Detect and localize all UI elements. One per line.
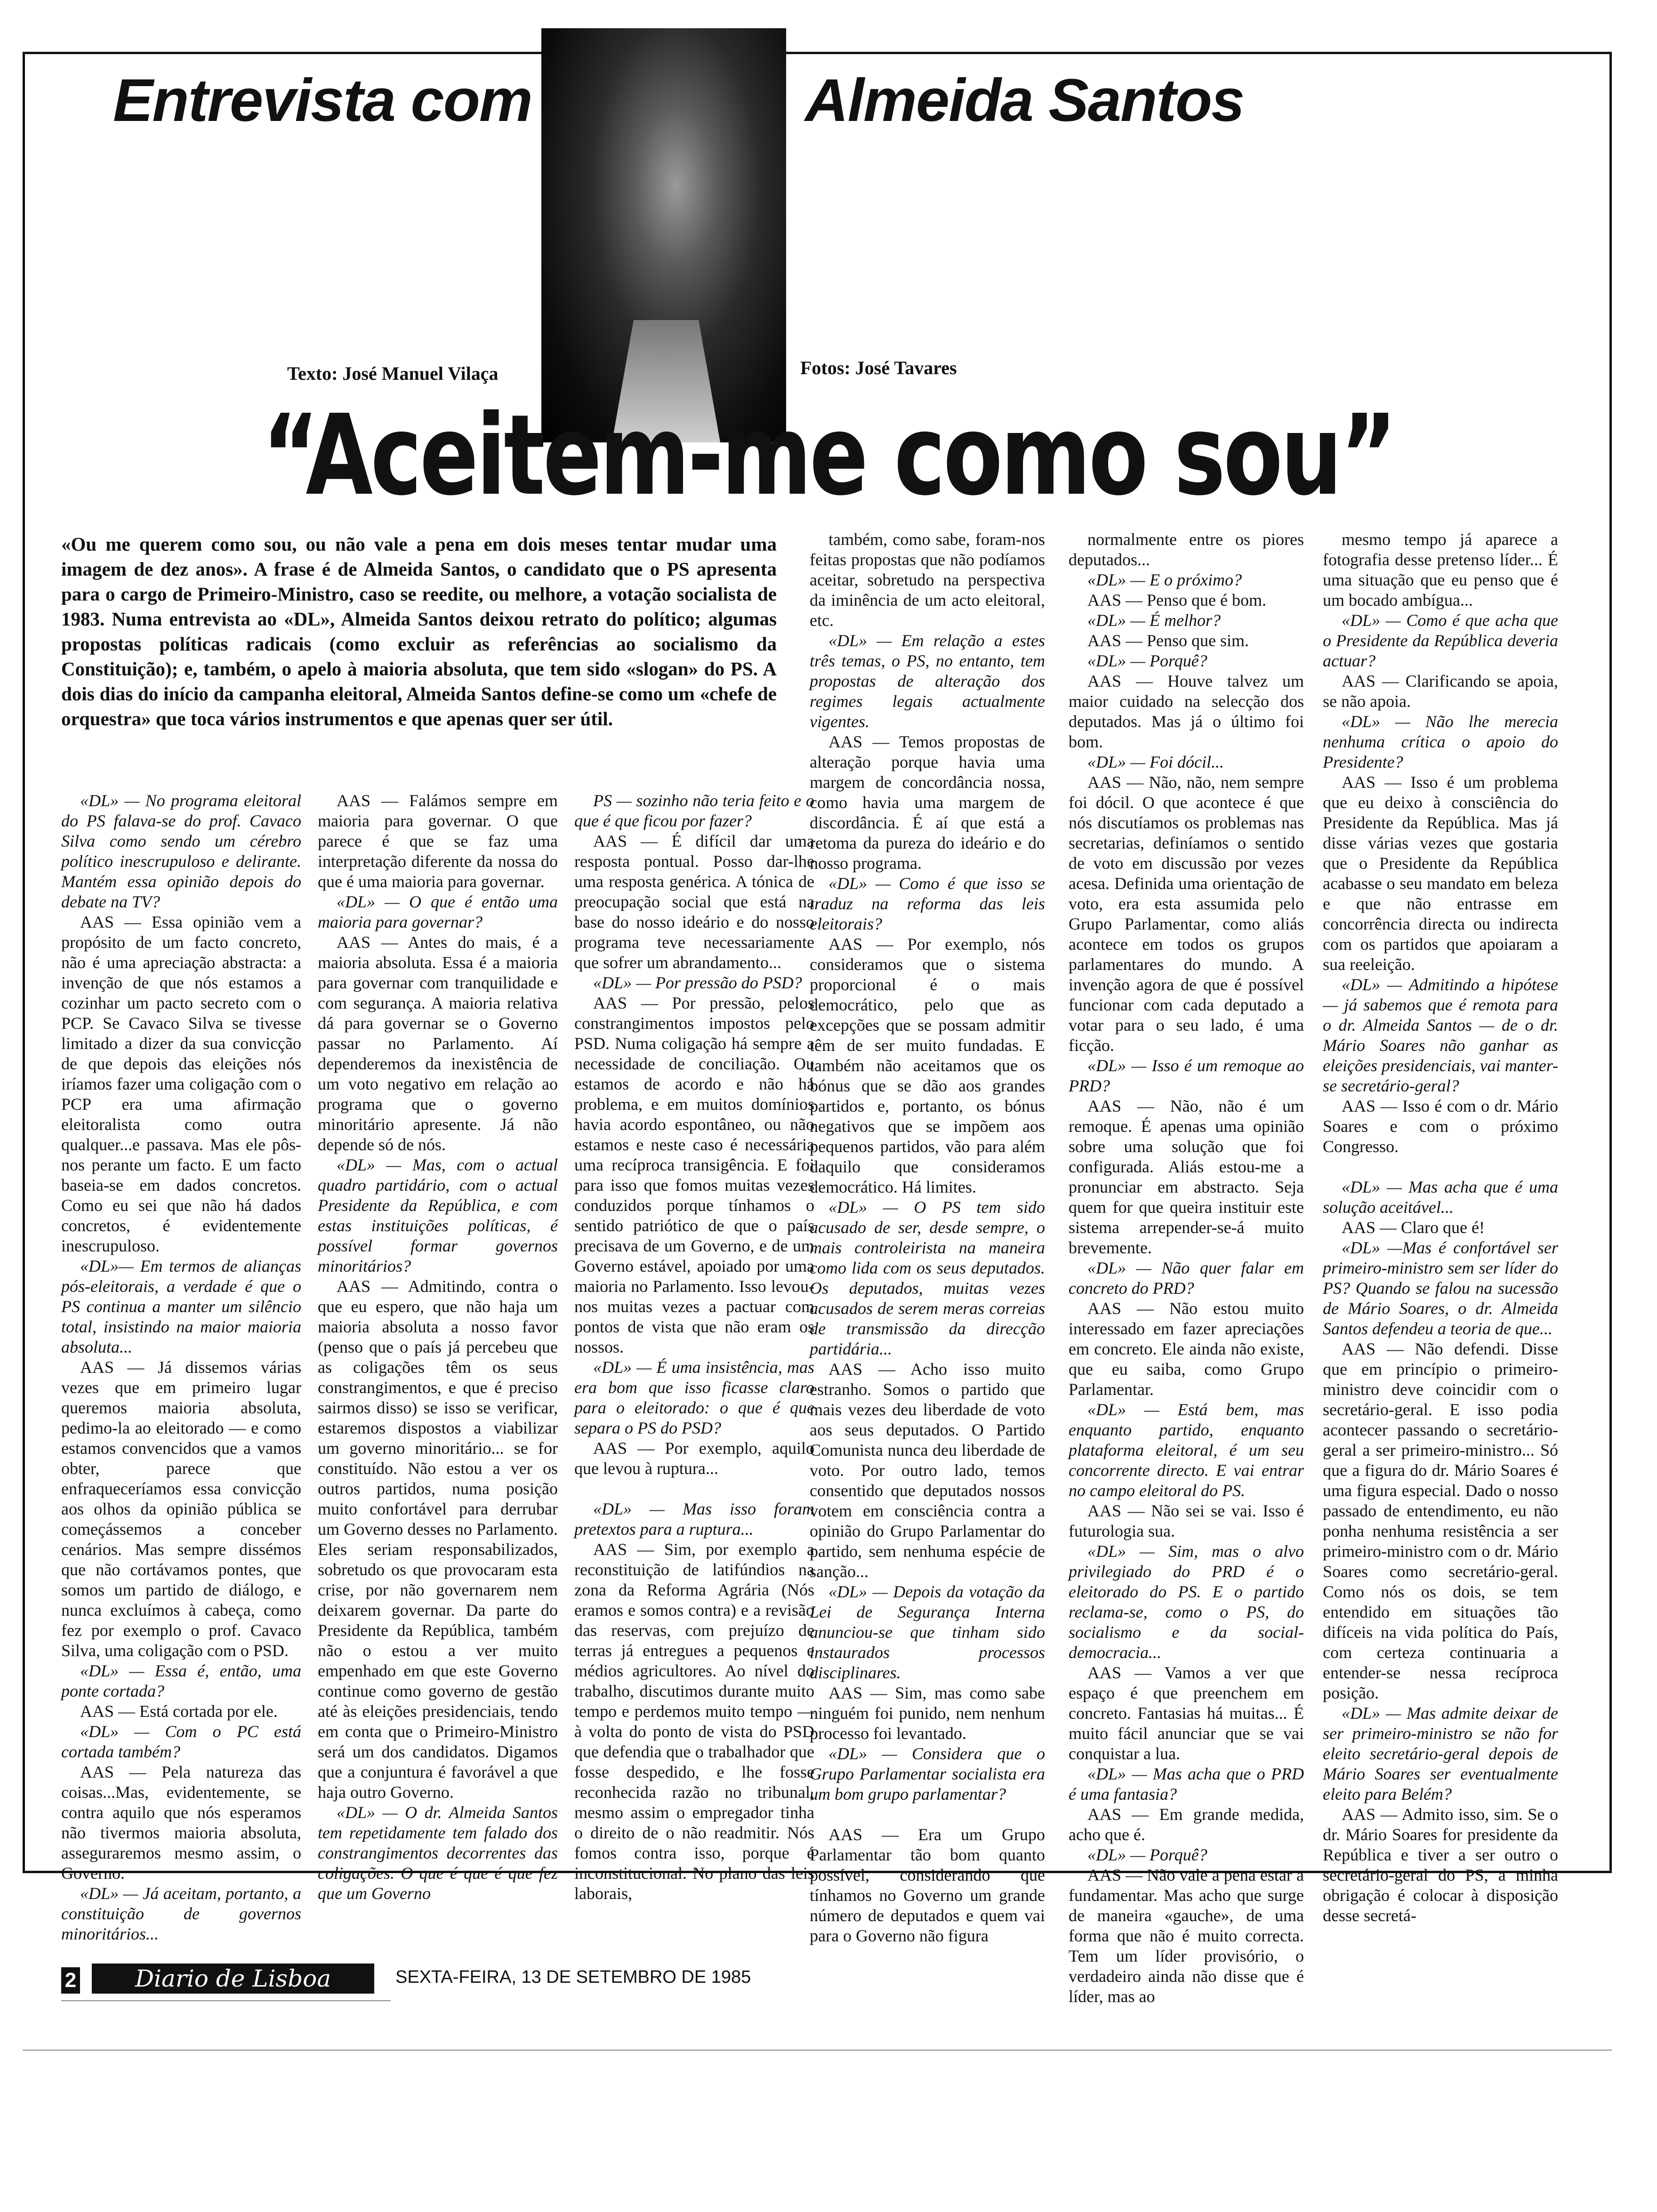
question-paragraph: «DL» — Considera que o Grupo Parlamentar socialista era um bom grupo parlamentar? [810,1744,1045,1803]
answer-paragraph: também, como sabe, foram-nos feitas propostas que não podíamos aceitar, sobretudo na perspectiva da iminência de um acto eleitoral, etc. [810,530,1045,630]
answer-paragraph: AAS — Por pressão, pelos constrangimentos impostos pelo PSD. Numa coligação há sempre a necessidade de conciliação. Ou estamos de acordo e não há problema, e em muitos domínios havia acordo espontâneo, ou não estamos e neste caso é necessária uma recíproca transigência. E foi para isso que fomos muitas vezes conduzidos porque tínhamos o sentido patriótico de que o país precisava de um Governo, e de um Governo estável, apoiado por uma maioria no Parlamento. Isso levou-nos muitas vezes a pactuar com pontos de vista que não eram os nossos. [574,994,814,1356]
question-paragraph: «DL» — É uma insistência, mas era bom que isso ficasse claro para o eleitorado: o que é que separa o PS do PSD? [574,1358,814,1437]
answer-paragraph: AAS — Já dissemos várias vezes que em primeiro lugar queremos maioria absoluta, pedimo-la ao eleitorado — e como estamos convencidos que a vamos obter, parece que enfraqueceríamos essa convicção aos olhos da opinião pública se começássemos a conceber cenários. Mas sempre dissémos que não cortávamos pontes, que somos um partido de diálogo, e nunca excluímos à cabeça, como fez por exemplo o prof. Cavaco Silva, uma coligação com o PSD. [61,1358,301,1660]
article-column-6 [1323,529,1558,1926]
text-credit: Texto: José Manuel Vilaça [287,363,499,384]
question-paragraph: «DL» — Foi dócil... [1087,753,1224,771]
question-paragraph: «DL» — Com o PC está cortada também? [61,1722,301,1761]
question-paragraph: «DL» — Por pressão do PSD? [593,973,802,992]
article-column-3 [574,791,814,1904]
portrait-photo [541,28,786,442]
question-paragraph: «DL» — O PS tem sido acusado de ser, desde sempre, o mais controleirista na maneira como lida com os seus deputados. Os deputados, muitas vezes acusados de serem meras correias de transmissão da direcção partidária... [810,1198,1045,1358]
question-paragraph: «DL» — Porquê? [1087,651,1207,670]
photo-credit: Fotos: José Tavares [800,357,957,378]
answer-paragraph: AAS — Houve talvez um maior cuidado na selecção dos deputados. Mas já o último foi bom. [1069,672,1304,751]
answer-paragraph: AAS — Era um Grupo Parlamentar tão bom quanto possível, considerando que tínhamos no Governo um grande número de deputados e quem vai para o Governo não figura [810,1825,1045,1945]
question-paragraph: «DL» — Como é que acha que o Presidente da República deveria actuar? [1323,611,1558,670]
question-paragraph: «DL» — É melhor? [1087,611,1221,630]
answer-paragraph: AAS — Penso que sim. [1087,631,1249,650]
answer-paragraph: AAS — Isso é um problema que eu deixo à consciência do Presidente da República. Mas já disse várias vezes que gostaria que o Presidente da República acabasse o seu mandato em beleza e que não entrasse em concorrência directa ou indirecta com os partidos que apoiaram a sua reeleição. [1323,773,1558,974]
page-number: 2 [61,1967,80,1994]
question-paragraph: «DL» — E o próximo? [1087,570,1242,589]
answer-paragraph: AAS — Admitindo, contra o que eu espero, que não haja um maioria absoluta a nosso favor (penso que o país já percebeu que as coligações têm os seus constrangimentos, e que é preciso sairmos disso) se isso se verificar, estaremos dispostos a viabilizar um governo minoritário... se for constituído. Não estou a ver os outros partidos, numa posição muito confortável para derrubar um Governo desses no Parlamento. Eles seriam responsabilizados, sobretudo os que provocaram esta crise, por não governarem nem deixarem governar. Da parte do Presidente da República, também não o estou a ver muito empenhado em que este Governo continue como governo de gestão até às eleições presidenciais, tendo em conta que o Primeiro-Ministro será um dos candidatos. Digamos que a conjuntura é favorável a que haja outro Governo. [318,1277,558,1802]
answer-paragraph: AAS — Não vale a pena estar a fundamentar. Mas acho que surge de maneira «gauche», de uma forma que não é muito correcta. Tem um líder provisório, o verdadeiro ainda não disse que é líder, mas ao [1069,1866,1304,2006]
answer-paragraph: AAS — Essa opinião vem a propósito de um facto concreto, não é uma apreciação abstracta: a invenção de que nós estamos a cozinhar um pacto secreto com o PCP. Se Cavaco Silva se tivesse limitado a dizer da sua convicção de que depois das eleições nós iríamos fazer uma coligação com o PCP era uma afirmação eleitoralista como outra qualquer...e passava. Mas ele pôs-nos perante um facto. E um facto baseia-se em dados concretos. Como eu sei que não há dados concretos, é evidentemente inescrupuloso. [61,913,301,1255]
question-paragraph: «DL» — Isso é um remoque ao PRD? [1069,1056,1304,1095]
question-paragraph: «DL» — Em relação a estes três temas, o PS, no entanto, tem propostas de alteração dos regimes legais actualmente vigentes. [810,631,1045,731]
issue-date: SEXTA-FEIRA, 13 DE SETEMBRO DE 1985 [395,1967,751,1987]
question-paragraph: «DL» —Mas é confortável ser primeiro-ministro sem ser líder do PS? Quando se falou na sucessão de Mário Soares, o dr. Almeida Santos defendeu a teoria de que... [1323,1238,1558,1338]
answer-paragraph: AAS — Sim, mas como sabe ninguém foi punido, nem nenhum processo foi levantado. [810,1683,1045,1743]
article-column-1 [61,791,301,1944]
answer-paragraph: AAS — Vamos a ver que espaço é que preenchem em concreto. Fantasias há muitas... É muito fácil anunciar que se vai conquistar a lua. [1069,1663,1304,1763]
answer-paragraph: AAS — Não sei se vai. Isso é futurologia sua. [1069,1501,1304,1540]
question-paragraph: «DL» — Mas isso foram pretextos para a ruptura... [574,1499,814,1539]
answer-paragraph: AAS — Clarificando se apoia, se não apoia. [1323,672,1558,711]
answer-paragraph: AAS — Temos propostas de alteração porque havia uma margem de concordância nossa, como havia uma margem de discordância. É aí que está a retoma da pureza do ideário e do nosso programa. [810,732,1045,873]
answer-paragraph: AAS — Por exemplo, nós consideramos que o sistema proporcional é o mais democrático, pelo que as excepções que se possam admitir têm de ser muito fundadas. E também não aceitamos que os bónus que se dão aos grandes partidos e, portanto, os bónus negativos que se impõem aos pequenos partidos, vão para além daquilo que consideramos democrático. Há limites. [810,935,1045,1196]
question-paragraph: «DL» — Mas, com o actual quadro partidário, com o actual Presidente da República, e com estas instituições políticas, é possível formar governos minoritários? [318,1155,558,1275]
bottom-rule [23,2050,1612,2051]
answer-paragraph: AAS — É difícil dar uma resposta pontual. Posso dar-lhe uma resposta genérica. A tónica de preocupação social que está na base do nosso ideário e do nosso programa teve necessariamente que sofrer um abrandamento... [574,832,814,972]
answer-paragraph: normalmente entre os piores deputados... [1069,530,1304,569]
question-paragraph: «DL» — Já aceitam, portanto, a constituição de governos minoritários... [61,1884,301,1943]
answer-paragraph: AAS — Não estou muito interessado em fazer apreciações em concreto. Ele ainda não existe, que eu saiba, como Grupo Parlamentar. [1069,1299,1304,1399]
answer-paragraph: AAS — Penso que é bom. [1087,591,1266,609]
lead-paragraph: «Ou me querem como sou, ou não vale a pena em dois meses tentar mudar uma imagem de dez anos». A frase é de Almeida Santos, o candidato que o PS apresenta para o cargo de Primeiro-Ministro, caso se reedite, ou melhore, a votação socialista de 1983. Numa entrevista ao «DL», Almeida Santos deixou retrato do político; algumas propostas políticas radicais (como excluir as referências ao socialismo da Constituição); e, também, o apelo à maioria absoluta, que tem sido «slogan» do PS. A dois dias do início da campanha eleitoral, Almeida Santos define-se como um «chefe de orquestra» que toca vários instrumentos e que apenas quer ser útil. [61,533,777,729]
question-paragraph: «DL» — Sim, mas o alvo privilegiado do PRD é o eleitorado do PS. E o partido reclama-se, como o PS, do socialismo e da social-democracia... [1069,1542,1304,1662]
question-paragraph: «DL» — Mas acha que é uma solução aceitável... [1323,1178,1558,1217]
question-paragraph: «DL» — Mas admite deixar de ser primeiro-ministro se não for eleito secretário-geral depois de Mário Soares ser eventualmente eleito para Belém? [1323,1704,1558,1803]
question-paragraph: «DL» — Está bem, mas enquanto partido, enquanto plataforma eleitoral, é um seu concorrente directo. E vai entrar no campo eleitoral do PS. [1069,1400,1304,1500]
question-paragraph: «DL» — O dr. Almeida Santos tem repetidamente tem falado dos constrangimentos decorrentes das coligações. O que é que é que fez que um Governo [318,1803,558,1903]
question-paragraph: «DL» — Porquê? [1087,1845,1207,1864]
article-column-5 [1069,529,1304,2007]
question-paragraph: «DL» — No programa eleitoral do PS falava-se do prof. Cavaco Silva como sendo um cérebro político inescrupuloso e delirante. Mantém essa opinião depois do debate na TV? [61,791,301,911]
headline: “Aceitem-me como sou” [262,391,1395,520]
article-column-4 [810,529,1045,1946]
answer-paragraph: AAS — Acho isso muito estranho. Somos o partido que mais vezes deu liberdade de voto aos seus deputados. O Partido Comunista nunca deu liberdade de voto. Por outro lado, temos consentido que deputados nossos votem em consciência contra a opinião do Grupo Parlamentar do partido, sem nenhuma espécie de sanção... [810,1360,1045,1581]
question-paragraph: «DL» — Não quer falar em concreto do PRD? [1069,1258,1304,1298]
answer-paragraph: mesmo tempo já aparece a fotografia desse pretenso líder... É uma situação que eu penso que é um bocado ambígua... [1323,530,1558,609]
header-right: Almeida Santos [805,67,1244,134]
question-paragraph: «DL» — Como é que isso se traduz na reforma das leis eleitorais? [810,874,1045,933]
question-paragraph: «DL» — Admitindo a hipótese — já sabemos que é remota para o dr. Almeida Santos — de o dr. Mário Soares não ganhar as eleições presidenciais, vai manter-se secretário-geral? [1323,975,1558,1095]
question-paragraph: «DL» — O que é então uma maioria para governar? [318,892,558,931]
question-paragraph: PS — sozinho não teria feito e o que é que ficou por fazer? [574,791,814,830]
question-paragraph: «DL» — Mas acha que o PRD é uma fantasia? [1069,1764,1304,1803]
article-column-2 [318,791,558,1904]
answer-paragraph: AAS — Não defendi. Disse que em princípio o primeiro-ministro deve coincidir com o secretário-geral. E isso podia acontecer passando o secretário-geral a ser primeiro-ministro... Só que a figura do dr. Mário Soares é uma figura especial. Dado o nosso passado de entendimento, eu não ponha nenhuma resistência a ser primeiro-ministro com o dr. Mário Soares como secretário-geral. Como nós os dois, se tem entendido em situações tão difíceis na vida política do País, com certeza continuaria a entender-se nessa recíproca posição. [1323,1339,1558,1702]
question-paragraph: «DL»— Em termos de alianças pós-eleitorais, a verdade é que o PS continua a manter um silêncio total, insistindo na maior maioria absoluta... [61,1257,301,1356]
answer-paragraph: AAS — Pela natureza das coisas...Mas, evidentemente, se contra aquilo que nós esperamos não tivermos maioria absoluta, asseguraremos mesmo assim, o Governo. [61,1763,301,1883]
footer-rule [61,2000,391,2001]
answer-paragraph: AAS — Em grande medida, acho que é. [1069,1805,1304,1844]
newspaper-logo: Diario de Lisboa [92,1964,374,1994]
question-paragraph: «DL» — Essa é, então, uma ponte cortada? [61,1661,301,1700]
question-paragraph: «DL» — Não lhe merecia nenhuma crítica o apoio do Presidente? [1323,712,1558,771]
answer-paragraph: AAS — Não, não é um remoque. É apenas uma opinião sobre uma solução que foi configurada. Aliás estou-me a pronunciar em abstracto. Seja quem for que queira instituir este sistema arrepender-se-á muito brevemente. [1069,1097,1304,1257]
answer-paragraph: AAS — Por exemplo, aquilo que levou à ruptura... [574,1439,814,1478]
header-left: Entrevista com [113,67,532,134]
answer-paragraph: AAS — Admito isso, sim. Se o dr. Mário Soares for presidente da República e tiver a ser outro o secretário-geral do PS, a minha obrigação é colocar à disposição desse secretá- [1323,1805,1558,1925]
question-paragraph: «DL» — Depois da votação da Lei de Segurança Interna anunciou-se que tinham sido instaurados processos disciplinares. [810,1582,1045,1682]
answer-paragraph: AAS — Claro que é! [1342,1218,1485,1237]
answer-paragraph: AAS — Não, não, nem sempre foi dócil. O que acontece é que nós discutíamos os problemas nas secretarias, definíamos o sentido de voto em discussão por vezes acesa. Definida uma orientação de voto, era esta assumida pelo Grupo Parlamentar, como aliás acontece em todos os grupos parlamentares do mundo. A invenção agora de que é possível funcionar com cada deputado a votar para o seu lado, é uma ficção. [1069,773,1304,1055]
answer-paragraph: AAS — Está cortada por ele. [80,1702,278,1721]
answer-paragraph: AAS — Falámos sempre em maioria para governar. O que parece é que se faz uma interpretação diferente da nossa do que é uma maioria para governar. [318,791,558,891]
answer-paragraph: AAS — Antes do mais, é a maioria absoluta. Essa é a maioria para governar com tranquilidade e com segurança. A maioria relativa dá para governar se o Governo passar no Parlamento. Aí dependeremos da inexistência de um voto negativo em relação ao programa que o governo minoritário apresente. Já não depende só de nós. [318,933,558,1154]
answer-paragraph: AAS — Isso é com o dr. Mário Soares e com o próximo Congresso. [1323,1097,1558,1156]
answer-paragraph: AAS — Sim, por exemplo a reconstituição de latifúndios na zona da Reforma Agrária (Nós eramos e somos contra) e a revisão das reservas, com prejuízo de terras já entregues a pequenos e médios agricultores. Ao nível do trabalho, discutimos durante muito tempo e perdemos muito tempo — à volta do ponto de vista do PSD que defendia que o trabalhador que fosse despedido, e lhe fosse reconhecida razão no tribunal, mesmo assim o empregador tinha o direito de o não readmitir. Nós fomos contra isso, porque é inconstitucional. No plano das leis laborais, [574,1540,814,1903]
